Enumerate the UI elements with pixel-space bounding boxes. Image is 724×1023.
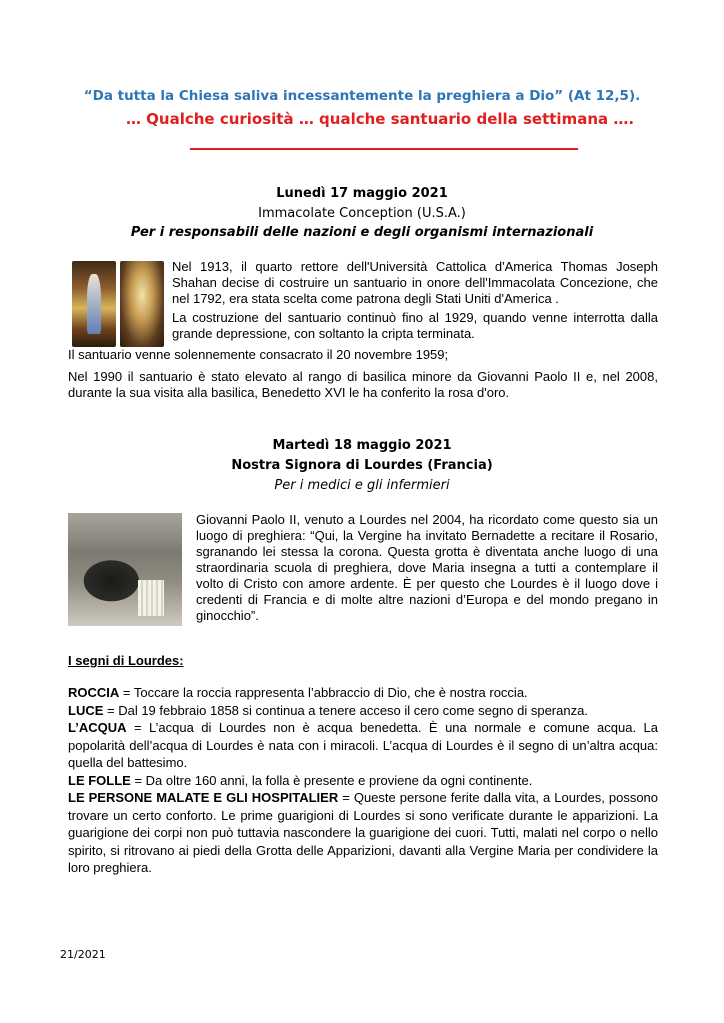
candles-image <box>138 580 164 616</box>
sign-item-luce: LUCE = Dal 19 febbraio 1858 si continua a tenere acceso il cero come segno di speranza. <box>68 702 588 718</box>
lourdes-grotto-photo <box>68 513 182 626</box>
day1-date: Lunedì 17 maggio 2021 <box>276 186 448 201</box>
day1-intention: Per i responsabili delle nazioni e degli organismi internazionali <box>130 225 594 240</box>
sign-item-folle: LE FOLLE = Da oltre 160 anni, la folla è presente e proviene da ogni continente. <box>68 772 533 788</box>
day2-paragraph-1: Giovanni Paolo II, venuto a Lourdes nel 2004, ha ricordato come questo sia un luogo di preghiera: “Qui, la Vergine ha invitato Bernadette a recitare il Rosario, sgranando lei stessa la corona. Questa grotta è diventata anche luogo di una straordinaria scuola di preghiera, dove Maria insegna a tutti a contemplare il volto di Cristo con amore ardente. È per questo che Lourdes è il luogo dove i credenti di Francia e di molte altre nazioni d’Europa e del mondo pregano in ginocchio”. <box>196 512 658 623</box>
day2-date: Martedì 18 maggio 2021 <box>272 438 452 453</box>
day1-sanctuary: Immacolate Conception (U.S.A.) <box>258 206 466 221</box>
day1-paragraph-1: Nel 1913, il quarto rettore dell'Università Cattolica d'America Thomas Joseph Shahan decise di costruire un santuario in onore dell'Immacolata Concezione, che nel 1792, era stata scelta come patrona degli Stati Uniti d'America . <box>172 259 658 306</box>
sign-item-malati: LE PERSONE MALATE E GLI HOSPITALIER = Queste persone ferite dalla vita, a Lourdes, possono trovare un certo conforto. Le prime guarigioni di Lourdes si sono verificate durante le apparizioni. La guarigione dei corpi non può tuttavia nascondere la guarigione dei cuori. Tutti, malati nel corpo o nello spirito, si ritrovano ai piedi della Grotta delle Apparizioni, davanti alla Vergine Maria per condividere la loro preghiera. <box>68 790 659 875</box>
day2-intention: Per i medici e gli infermieri <box>274 478 450 493</box>
page-number: 21/2021 <box>60 948 106 961</box>
day1-paragraph-3: Il santuario venne solennemente consacrato il 20 novembre 1959; <box>68 347 449 362</box>
day1-paragraph-2: La costruzione del santuario continuò fino al 1929, quando venne interrotta dalla grande depressione, con soltanto la cripta terminata. <box>172 310 658 341</box>
header-quote: “Da tutta la Chiesa saliva incessantemente la preghiera a Dio” (At 12,5). <box>83 88 641 104</box>
red-divider <box>190 148 578 150</box>
day2-sanctuary: Nostra Signora di Lourdes (Francia) <box>231 458 493 473</box>
signs-list <box>68 684 658 877</box>
signs-title: I segni di Lourdes: <box>68 653 184 668</box>
immaculate-conception-photo <box>72 261 164 347</box>
statue-image <box>72 261 116 347</box>
sign-item-acqua: L’ACQUA = L’acqua di Lourdes non è acqua benedetta. È una normale e comune acqua. La popolarità dell’acqua di Lourdes è nata con i miracoli. L’acqua di Lourdes è il segno di un’altra acqua: quella del battesimo. <box>68 720 658 770</box>
basilica-interior-image <box>120 261 164 347</box>
sign-item-roccia: ROCCIA = Toccare la roccia rappresenta l’abbraccio di Dio, che è nostra roccia. <box>68 685 528 700</box>
header-subtitle: … Qualche curiosità … qualche santuario della settimana …. <box>125 110 635 128</box>
day1-paragraph-4: Nel 1990 il santuario è stato elevato al rango di basilica minore da Giovanni Paolo II e, nel 2008, durante la sua visita alla basilica, Benedetto XVI le ha conferito la rosa d'oro. <box>68 369 658 400</box>
